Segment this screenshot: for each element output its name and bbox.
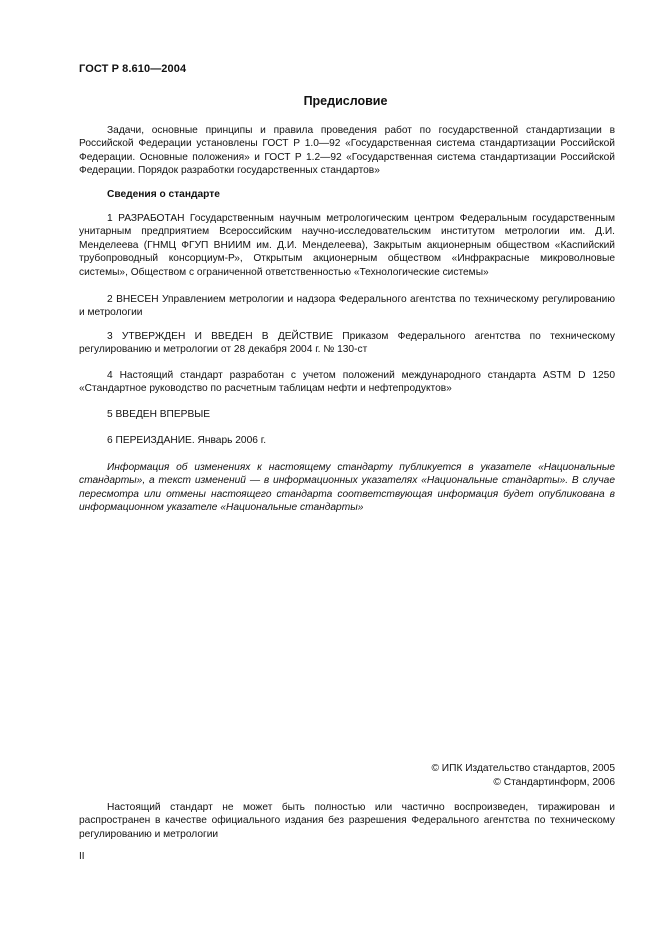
- reproduction-notice-paragraph: Настоящий стандарт не может быть полностью или частично воспроизведен, тиражирован и распространен в качестве официального издания без разрешения Федерального агентства по техническому регулированию и метрологии: [79, 802, 615, 840]
- page-number: II: [79, 851, 85, 862]
- info-item-6-reissue: 6 ПЕРЕИЗДАНИЕ. Январь 2006 г.: [107, 435, 267, 446]
- foreword-title: Предисловие: [303, 94, 388, 108]
- standard-info-heading: Сведения о стандарте: [107, 189, 220, 200]
- copyright-publisher: © ИПК Издательство стандартов, 2005: [431, 763, 615, 774]
- standard-code-header: ГОСТ Р 8.610—2004: [79, 63, 187, 75]
- info-item-3-approved: 3 УТВЕРЖДЕН И ВВЕДЕН В ДЕЙСТВИЕ Приказом Федерального агентства по техническому регулированию и метрологии от 28 декабря 2004 г. № 130-ст: [79, 331, 615, 356]
- info-item-2-introduced: 2 ВНЕСЕН Управлением метрологии и надзора Федерального агентства по техническому регулированию и метрологии: [79, 294, 615, 319]
- info-item-1-developed: 1 РАЗРАБОТАН Государственным научным метрологическим центром Федеральным государственным унитарным предприятием Всероссийским научно-исследовательским институтом метрологии им. Д.И. Менделеева (ГНМЦ ФГУП ВНИИМ им. Д.И. Менделеева), Закрытым акционерным обществом «Каспийский трубопроводный консорциум-Р», Открытым акционерным обществом «Инфракрасные микроволновые системы», Обществом с ограниченной ответственностью «Технологические системы»: [79, 213, 615, 278]
- foreword-intro-paragraph: Задачи, основные принципы и правила проведения работ по государственной стандартизации в Российской Федерации установлены ГОСТ Р 1.0—92 «Государственная система стандартизации Российской Федерации. Основные положения» и ГОСТ Р 1.2—92 «Государственная система стандартизации Российской Федерации. Порядок разработки государственных стандартов»: [79, 125, 615, 177]
- info-item-4-astm-basis: 4 Настоящий стандарт разработан с учетом положений международного стандарта ASTM D 1250 «Стандартное руководство по расчетным таблицам нефти и нефтепродуктов»: [79, 370, 615, 395]
- changes-notice-paragraph: Информация об изменениях к настоящему стандарту публикуется в указателе «Национальные стандарты», а текст изменений — в информационных указателях «Национальные стандарты». В случае пересмотра или отмены настоящего стандарта соответствующая информация будет опубликована в информационном указателе «Национальные стандарты»: [79, 462, 615, 514]
- copyright-standartinform: © Стандартинформ, 2006: [493, 777, 615, 788]
- info-item-5-first-introduced: 5 ВВЕДЕН ВПЕРВЫЕ: [107, 409, 211, 420]
